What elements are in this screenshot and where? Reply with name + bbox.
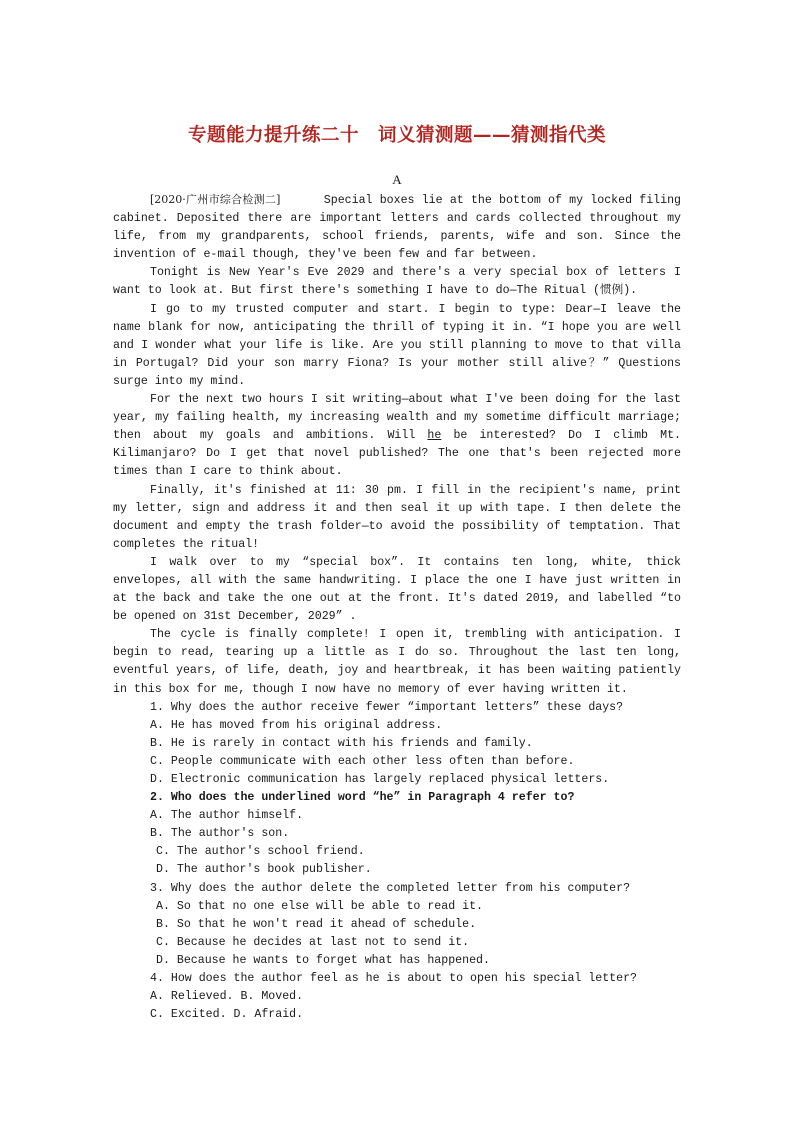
document-title: 专题能力提升练二十 词义猜测题——猜测指代类 bbox=[187, 125, 606, 146]
paragraph-4-before: For the next two hours I sit writing—about what I've been doing for the last year, my failing health, my increasing wealth and my sometime difficult marriage; then about my goals and ambitions. Will bbox=[113, 393, 681, 443]
option-c: C. Because he decides at last not to send it. bbox=[156, 935, 470, 949]
paragraph-7: The cycle is finally complete! I open it, trembling with anticipation. I begin to read, tearing up a little as I do so. Throughout the last ten long, eventful years, of life, death, joy and heartbreak, it has been waiting patiently in this box for me, though I now have no memory of ever having written it. bbox=[113, 628, 681, 696]
option-b: B. So that he won't read it ahead of schedule. bbox=[156, 917, 477, 931]
option-b: B. The author's son. bbox=[150, 827, 290, 841]
option-row-cd: C. Excited. D. Afraid. bbox=[150, 1008, 304, 1022]
question-stem: 2. Who does the underlined word “he” in Paragraph 4 refer to? bbox=[150, 791, 575, 805]
option-c: C. The author's school friend. bbox=[156, 845, 365, 859]
option-d: D. Because he wants to forget what has happened. bbox=[156, 953, 490, 967]
question-stem: 3. Why does the author delete the completed letter from his computer? bbox=[150, 881, 631, 895]
paragraph-6: I walk over to my “special box”. It contains ten long, white, thick envelopes, all with the same handwriting. I place the one I have just written in at the back and take the one out at the front. It's dated 2019, and labelled “to be opened on 31st December, 2029” . bbox=[113, 555, 681, 624]
paragraph-5: Finally, it's finished at 11: 30 pm. I fill in the recipient's name, print my letter, sign and address it and then seal it up with tape. I then delete the document and empty the trash folder—to avoid the possibility of temptation. That completes the ritual! bbox=[113, 483, 681, 551]
paragraph-2: Tonight is New Year's Eve 2029 and there's a very special box of letters I want to look at. But first there's something I have to do—The Ritual (惯例). bbox=[113, 266, 681, 298]
question-4 bbox=[113, 970, 681, 1024]
option-a: A. He has moved from his original address. bbox=[150, 718, 443, 732]
question-stem: 4. How does the author feel as he is about to open his special letter? bbox=[150, 972, 638, 986]
option-d: D. The author's book publisher. bbox=[156, 863, 372, 877]
section-label: A bbox=[392, 172, 402, 187]
option-d: D. Electronic communication has largely replaced physical letters. bbox=[150, 773, 610, 786]
question-stem: 1. Why does the author receive fewer “important letters” these days? bbox=[150, 700, 624, 714]
source-citation: [2020·广州市综合检测二] bbox=[150, 193, 281, 206]
underlined-word: he bbox=[427, 429, 442, 443]
option-a: A. The author himself. bbox=[150, 809, 304, 823]
paragraph-3: I go to my trusted computer and start. I begin to type: Dear—I leave the name blank for now, anticipating the thrill of typing it in. “I hope you are well and I wonder what your life is like. Are you still planning to move to that villa in Portugal? Did your son marry Fiona? Is your mother still alive？” Questions surge into my mind. bbox=[113, 302, 681, 388]
reading-passage bbox=[113, 191, 681, 1024]
paragraph-1 bbox=[113, 191, 681, 264]
paragraph-4-after: be interested? Do I climb Mt. Kilimanjaro? Do I get that novel published? The one that's been rejected more times than I care to think about. bbox=[113, 429, 681, 479]
question-3 bbox=[113, 880, 681, 970]
option-c: C. People communicate with each other less often than before. bbox=[150, 754, 575, 768]
question-2 bbox=[113, 789, 681, 879]
paragraph-1-text: Special boxes lie at the bottom of my locked filing cabinet. Deposited there are important letters and cards collected throughout my life, from my grandparents, school friends, parents, wife and son. Since the invention of e-mail though, they've been few and far between. bbox=[113, 194, 682, 262]
paragraph-4 bbox=[113, 391, 681, 481]
option-row-ab: A. Relieved. B. Moved. bbox=[150, 990, 304, 1004]
option-a: A. So that no one else will be able to read it. bbox=[156, 899, 483, 913]
option-b: B. He is rarely in contact with his friends and family. bbox=[150, 736, 533, 750]
question-1 bbox=[113, 699, 681, 789]
